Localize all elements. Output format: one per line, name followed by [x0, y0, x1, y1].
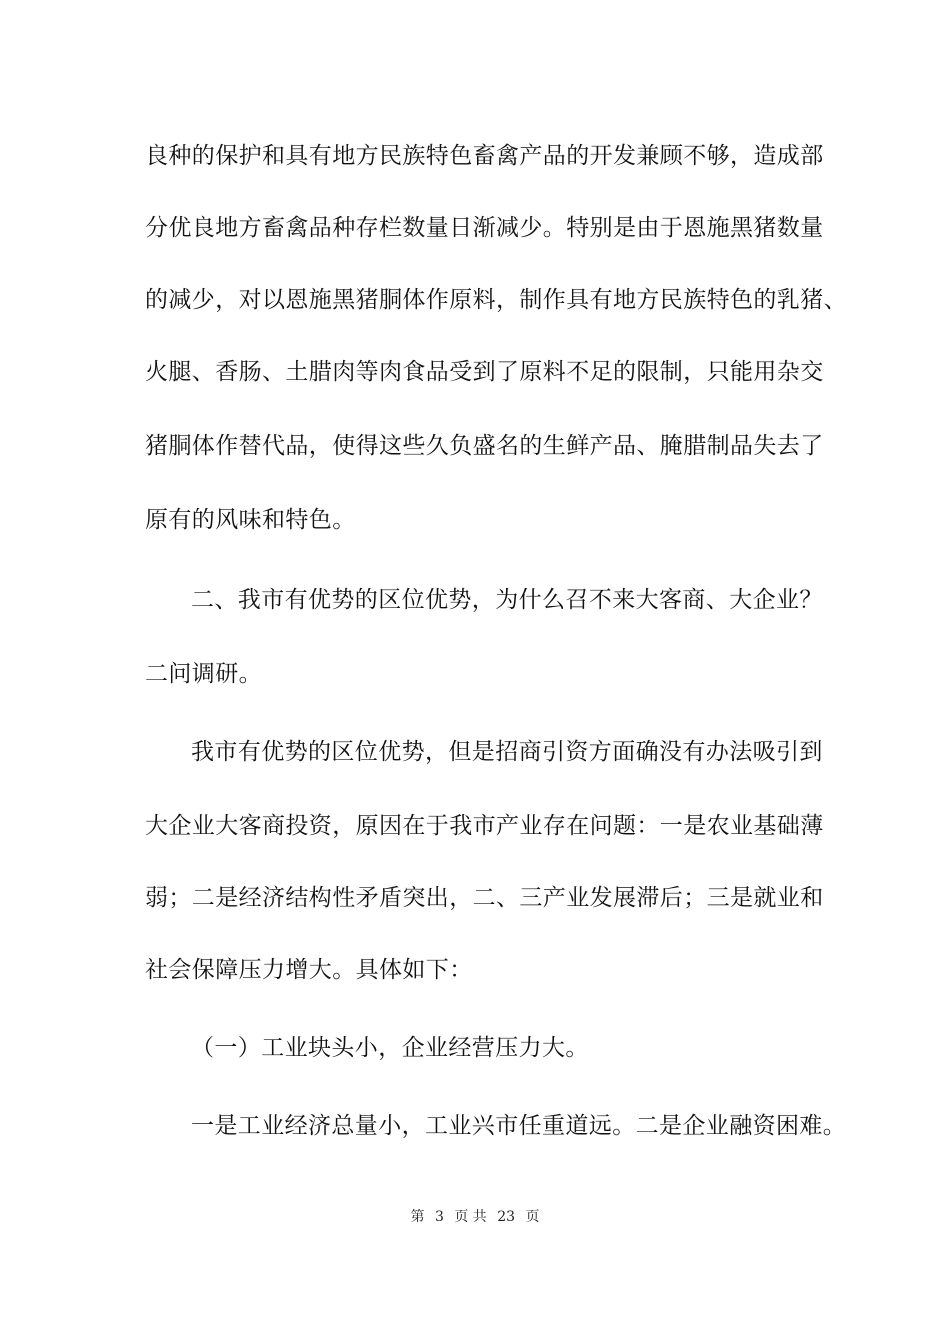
footer-middle: 页 共	[454, 1209, 487, 1225]
paragraph-start: 我市有优势的区位优势，但是招商引资方面确没有办法吸引到	[191, 739, 823, 765]
paragraph-start: 一是工业经济总量小，工业兴市任重道远。二是企业融资困难。	[191, 1113, 847, 1139]
current-page-number: 3	[434, 1209, 444, 1225]
text-line: 猪胴体作替代品，使得这些久负盛名的生鲜产品、腌腊制品失去了	[145, 433, 824, 459]
text-line: 原有的风味和特色。	[145, 507, 356, 533]
footer-prefix: 第	[410, 1209, 425, 1225]
page-footer	[0, 1208, 950, 1226]
text-line: 的减少，对以恩施黑猪胴体作原料，制作具有地方民族特色的乳猪、	[145, 287, 847, 313]
text-line: 火腿、香肠、土腊肉等肉食品受到了原料不足的限制，只能用杂交	[145, 359, 824, 385]
text-line: 社会保障压力增大。具体如下：	[145, 957, 473, 983]
text-line: 分优良地方畜禽品种存栏数量日渐减少。特别是由于恩施黑猪数量	[145, 215, 824, 241]
footer-suffix: 页	[525, 1209, 540, 1225]
total-page-count: 23	[497, 1209, 516, 1225]
section-heading: 二、我市有优势的区位优势，为什么召不来大客商、大企业？	[191, 587, 823, 613]
text-line: 弱；二是经济结构性矛盾突出，二、三产业发展滞后；三是就业和	[145, 885, 824, 911]
text-line: 良种的保护和具有地方民族特色畜禽产品的开发兼顾不够，造成部	[145, 143, 824, 169]
subsection-heading: （一）工业块头小，企业经营压力大。	[191, 1035, 589, 1061]
text-line: 二问调研。	[145, 661, 262, 687]
text-line: 大企业大客商投资，原因在于我市产业存在问题：一是农业基础薄	[145, 813, 824, 839]
